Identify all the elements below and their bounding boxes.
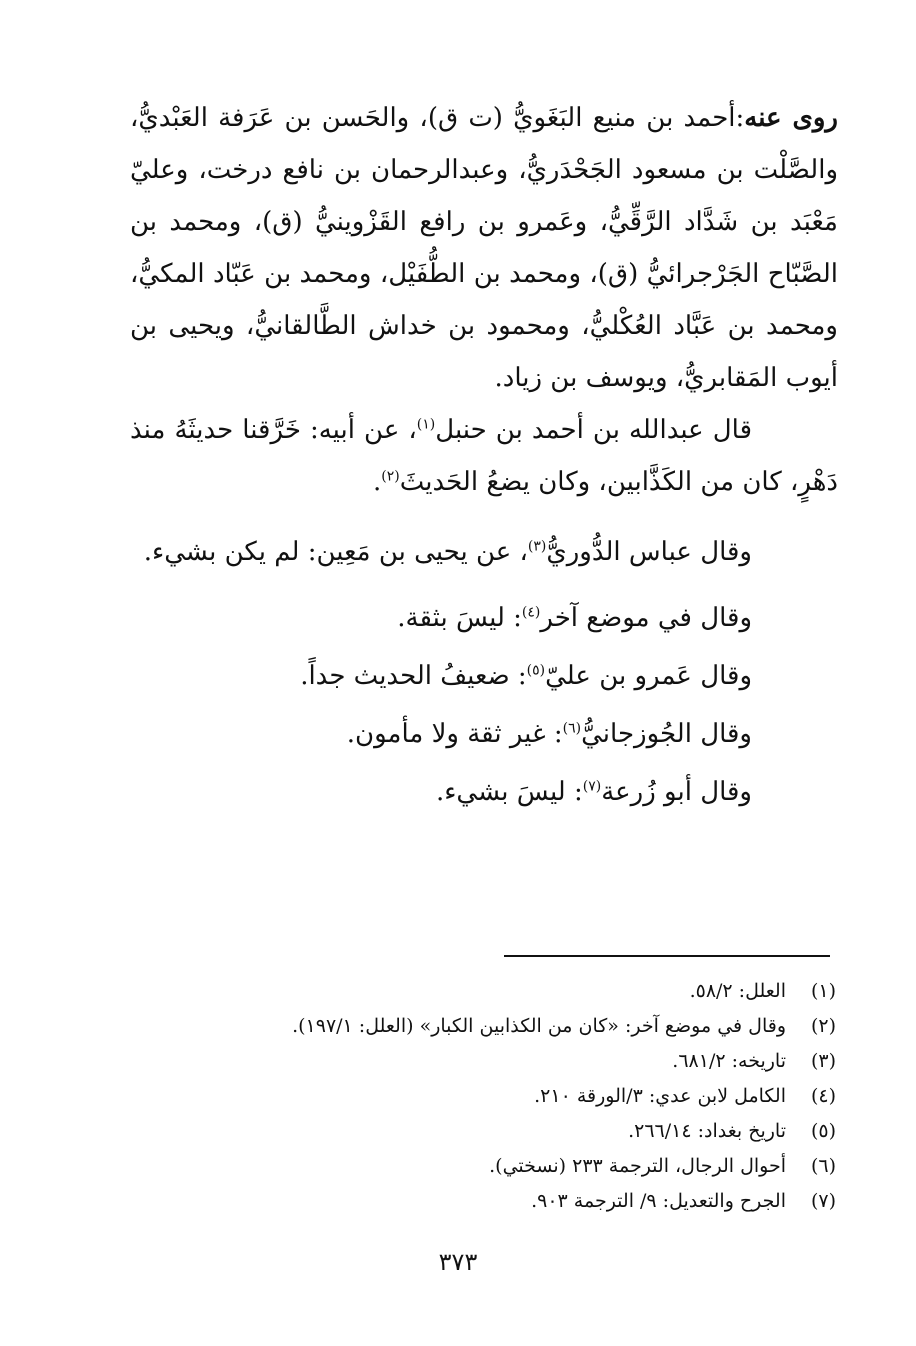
main-text	[130, 92, 838, 818]
footnote-ref[interactable]: (٢)	[381, 468, 400, 485]
footnote-text: الكامل لابن عدي: ٣/الورقة ٢١٠.	[534, 1085, 786, 1107]
footnote-text: وقال في موضع آخر: «كان من الكذابين الكبار» (العلل: ١٩٧/١).	[292, 1015, 786, 1037]
footnote-number: (٤)	[810, 1085, 836, 1107]
paragraph-abu-zura	[130, 766, 838, 818]
paragraph-text: :أحمد بن منيع البَغَويُّ (ت ق)، والحَسن بن عَرَفة العَبْديُّ، والصَّلْت بن مسعود الجَحْدَريُّ، وعبدالرحمان بن نافع درخت، وعليّ مَعْبَد بن شَدَّاد الرَّقِّيُّ، وعَمرو بن رافع القَزْوينيُّ (ق)، ومحمد بن الصَّبّاح الجَرْجرائيُّ (ق)، ومحمد بن الطُّفَيْل، ومحمد بن عَبّاد المكيُّ، ومحمد بن عَبَّاد العُكْليُّ، ومحمود بن خداش الطَّالقانيُّ، ويحيى بن أيوب المَقابريُّ، ويوسف بن زياد.	[130, 103, 838, 393]
footnote-number: (٦)	[810, 1155, 836, 1177]
paragraph-text: وقال في موضع آخر	[540, 603, 752, 633]
footnote-number: (١)	[810, 980, 836, 1002]
footnotes-list	[136, 974, 836, 1219]
footnote-ref[interactable]: (٥)	[526, 662, 546, 679]
footnote-item	[136, 1009, 836, 1044]
footnote-item	[136, 974, 836, 1009]
paragraph-lead: روى عنه	[744, 103, 838, 133]
footnote-item	[136, 1044, 836, 1079]
footnote-number: (٢)	[810, 1015, 836, 1037]
footnote-item	[136, 1149, 836, 1184]
paragraph-amr-ibn-ali	[130, 650, 838, 702]
paragraph-text: : ليسَ بشيء.	[435, 777, 583, 807]
footnote-text: تاريخه: ٦٨١/٢.	[672, 1050, 786, 1072]
footnote-number: (٥)	[810, 1120, 836, 1142]
paragraph-text: .	[372, 467, 382, 497]
paragraph-text: ، عن يحيى بن مَعِين: لم يكن بشيء.	[143, 537, 528, 567]
footnote-text: الجرح والتعديل: ٩/ الترجمة ٩٠٣.	[531, 1190, 786, 1212]
footnote-ref[interactable]: (٣)	[527, 538, 547, 555]
footnote-number: (٣)	[810, 1050, 836, 1072]
footnote-ref[interactable]: (٤)	[521, 604, 541, 621]
footnote-text: تاريخ بغداد: ٢٦٦/١٤.	[628, 1120, 786, 1142]
footnote-item	[136, 1184, 836, 1219]
paragraph-text: : غير ثقة ولا مأمون.	[346, 719, 563, 749]
footnote-text: العلل: ٥٨/٢.	[689, 980, 786, 1002]
paragraph-narrators	[130, 92, 838, 404]
paragraph-text: قال عبدالله بن أحمد بن حنبل	[435, 415, 752, 445]
footnote-item	[136, 1114, 836, 1149]
paragraph-text: وقال أبو زُرعة	[601, 777, 752, 807]
footnote-ref[interactable]: (١)	[416, 416, 436, 433]
footnote-number: (٧)	[810, 1190, 836, 1212]
paragraph-another-place	[130, 592, 838, 644]
paragraph-ibn-hanbal	[130, 404, 838, 508]
footnote-ref[interactable]: (٦)	[562, 720, 582, 737]
paragraph-text: ، عن أبيه: خَرَّقنا حديثَهُ منذ دَهْرٍ، كان من الكَذَّابين، وكان يضعُ الحَديثَ	[130, 415, 838, 497]
footnote-divider	[504, 955, 830, 957]
footnote-ref[interactable]: (٧)	[582, 778, 602, 795]
paragraph-text: وقال الجُوزجانيُّ	[581, 719, 752, 749]
footnote-item	[136, 1079, 836, 1114]
paragraph-juzjani	[130, 708, 838, 760]
paragraph-text: وقال عَمرو بن عليّ	[545, 661, 752, 691]
paragraph-text: : ضعيفُ الحديث جداً.	[300, 661, 527, 691]
paragraph-text: وقال عباس الدُّوريُّ	[546, 537, 752, 567]
footnote-text: أحوال الرجال، الترجمة ٢٣٣ (نسختي).	[489, 1155, 786, 1177]
paragraph-duri	[130, 526, 838, 578]
page-number: ٣٧٣	[438, 1248, 478, 1276]
paragraph-text: : ليسَ بثقة.	[397, 603, 522, 633]
